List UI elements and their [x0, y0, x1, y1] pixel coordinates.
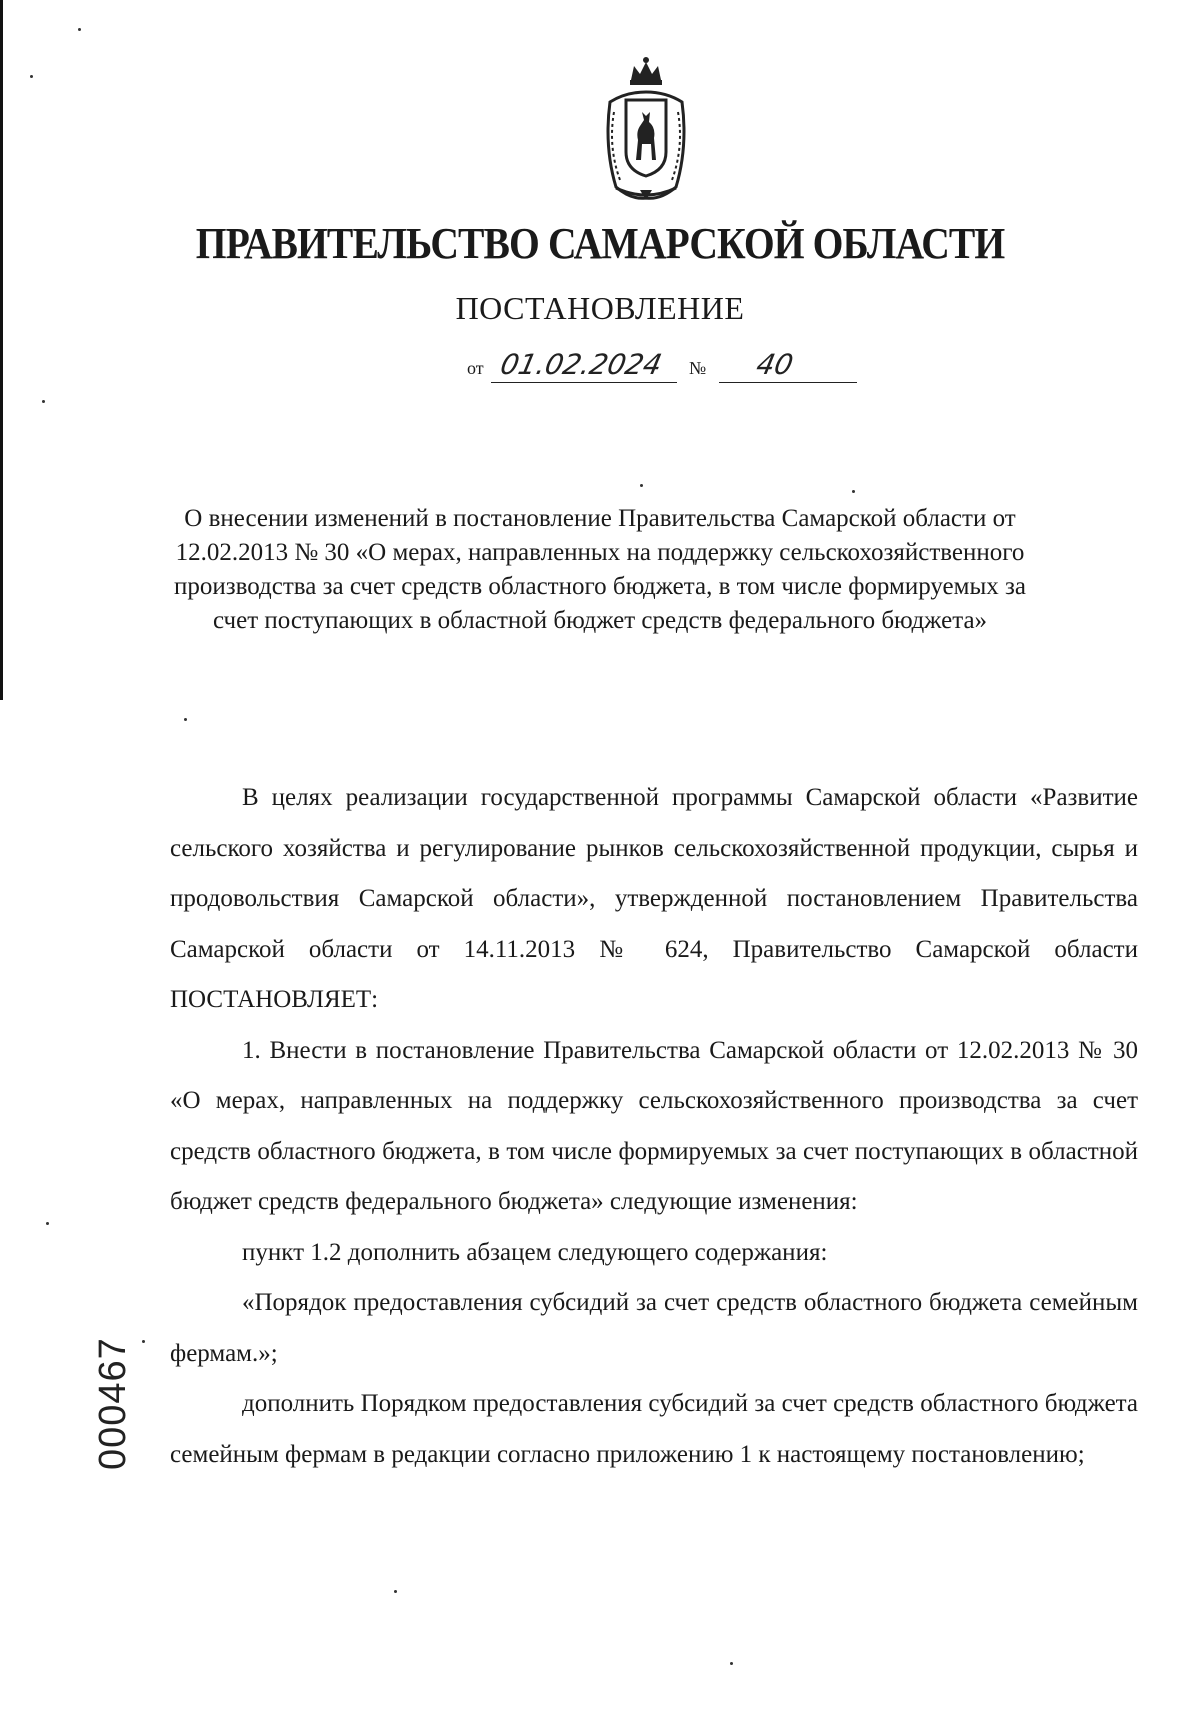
body-paragraph: В целях реализации государственной программы Самарской области «Развитие сельского хозяйства и регулирование рынков сельскохозяйственной продукции, сырья и продовольствия Самарской области», утвержденной постановлением Правительства Самарской области от 14.11.2013 № 624, Правительство Самарской области ПОСТАНОВЛЯЕТ:	[170, 784, 1138, 1013]
document-subject: О внесении изменений в постановление Правительства Самарской области от 12.02.2013 № 30 «О мерах, направленных на поддержку сельскохозяйственного производства за счет средств областного бюджета, в том числе формируемых за счет поступающих в областной бюджет средств федерального бюджета»	[173, 505, 1026, 634]
scan-edge-line	[0, 0, 3, 700]
scan-speck	[730, 1662, 733, 1665]
scan-speck	[184, 718, 187, 721]
body-paragraph: 1. Внести в постановление Правительства Самарской области от 12.02.2013 № 30 «О мерах, направленных на поддержку сельскохозяйственного производства за счет средств областного бюджета, в том числе формируемых за счет поступающих в областной бюджет средств федерального бюджета» следующие изменения:	[170, 1036, 1138, 1215]
date-prefix: от	[467, 358, 484, 378]
body-paragraph: дополнить Порядком предоставления субсидий за счет средств областного бюджета семейным фермам в редакции согласно приложению 1 к настоящему постановлению;	[170, 1390, 1138, 1468]
scan-speck	[640, 484, 643, 487]
scan-speck	[142, 1340, 145, 1343]
document-type: ПОСТАНОВЛЕНИЕ	[455, 290, 745, 326]
scan-speck	[78, 28, 81, 31]
body-paragraph: пункт 1.2 дополнить абзацем следующего содержания:	[242, 1238, 828, 1266]
document-body	[170, 773, 1138, 1480]
scan-speck	[42, 400, 45, 403]
scan-speck	[852, 490, 855, 493]
date-underline	[491, 382, 677, 383]
date-number-line	[467, 345, 867, 385]
government-title: ПРАВИТЕЛЬСТВО САМАРСКОЙ ОБЛАСТИ	[195, 219, 1005, 268]
number-underline	[719, 382, 857, 383]
number-value: 40	[753, 348, 797, 381]
body-paragraph: «Порядок предоставления субсидий за счет средств областного бюджета семейным фермам.»;	[170, 1289, 1138, 1367]
number-prefix: №	[689, 358, 707, 378]
scan-speck	[30, 75, 33, 78]
scan-speck	[394, 1590, 397, 1593]
side-registration-number: 000467	[92, 1337, 134, 1470]
scan-speck	[46, 1222, 49, 1225]
date-value: 01.02.2024	[497, 348, 665, 381]
samara-coat-of-arms-icon	[596, 52, 696, 202]
